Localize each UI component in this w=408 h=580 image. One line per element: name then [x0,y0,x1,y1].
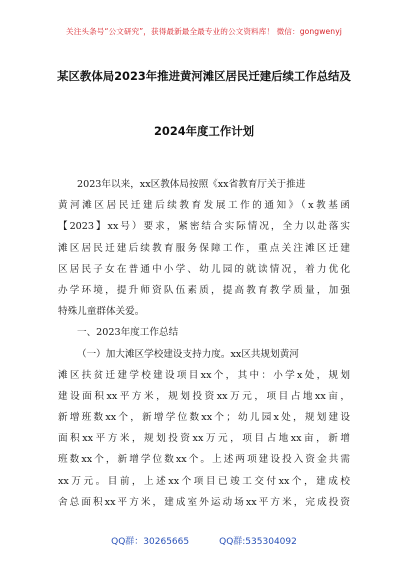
body-line: 建设面积xx平方米，规划投资xx万元，项目占地xx亩， [58,390,350,402]
subsection-heading-line: （一）加大滩区学校建设支持力度。xx区共规划黄河 [77,348,299,360]
body-line: 滩区扶贫迁建学校建设项目xx个，其中：小学x处，规划 [58,369,350,381]
document-title-line-1: 某区教体局2023年推进黄河滩区居民迁建后续工作总结及 [57,69,351,83]
body-line: 【2023】xx号）要求，紧密结合实际情况，全力以赴落实 [58,221,350,233]
body-line: 特殊儿童群体关爱。 [58,306,145,318]
body-line: 办学环境，提升师资队伍素质，提高教育教学质量，加强 [58,284,350,296]
document-body [58,174,350,513]
body-line: 班数xx个，新增学位数xx个。上述两项建设投入资金共需 [58,454,350,466]
body-line: 舍总面积xx平方米，建成室外运动场xx平方米，完成投资 [58,496,350,508]
body-line: 区居民子女在普通中小学、幼儿园的就读情况，着力优化 [58,263,350,275]
body-line: 滩区居民迁建后续教育服务保障工作，重点关注滩区迁建 [58,242,350,254]
body-line: xx万元。目前，上述xx个项目已竣工交付xx个，建成校 [58,475,350,487]
body-line: 新增班数xx个，新增学位数xx个；幼儿园x处，规划建设 [58,412,350,424]
section-heading: 一、2023年度工作总结 [77,327,179,339]
document-title-line-2: 2024年度工作计划 [153,124,255,138]
promo-banner: 关注头条号“公文研究”，获得最新最全最专业的公文资料库！ 微信：gongwenyj [66,27,342,36]
body-line: 面积xx平方米，规划投资xx万元，项目占地xx亩，新增 [58,433,350,445]
body-line: 2023年以来，xx区教体局按照《xx省教育厅关于推进 [77,179,306,190]
footer-contact [0,534,408,547]
footer-qq-group-2: QQ群:535304092 [219,537,297,547]
footer-qq-group-1: QQ群：30265665 [111,537,190,547]
body-line: 黄河滩区居民迁建后续教育发展工作的通知》（x教基函 [58,200,350,212]
